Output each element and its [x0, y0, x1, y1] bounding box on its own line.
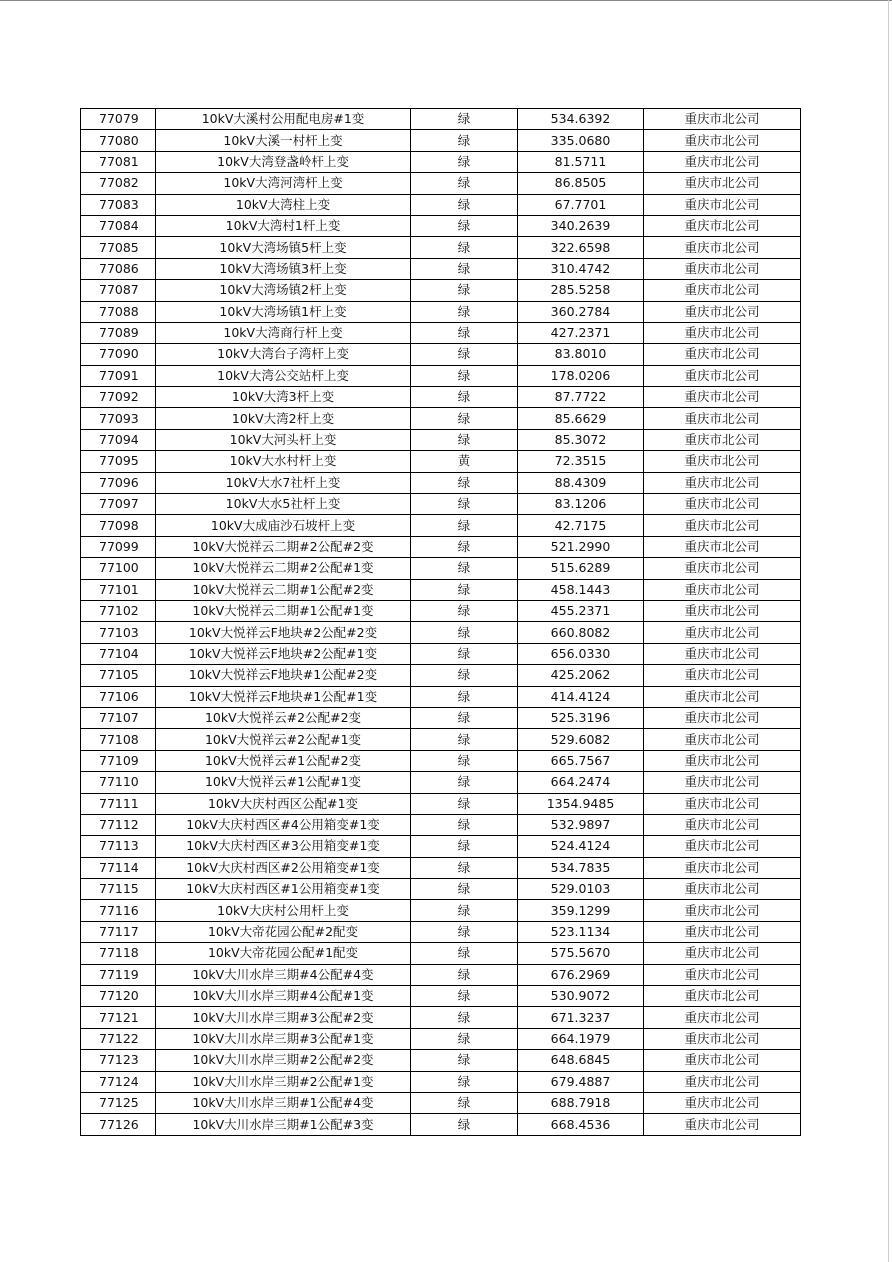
status-color-cell: 绿 [411, 986, 518, 1007]
company-cell: 重庆市北公司 [644, 964, 801, 985]
transformer-name-cell: 10kV大悦祥云二期#2公配#2变 [156, 536, 411, 557]
table-row [81, 130, 801, 151]
row-id-cell: 77082 [81, 173, 156, 194]
company-cell: 重庆市北公司 [644, 451, 801, 472]
value-cell: 335.0680 [518, 130, 644, 151]
row-id-cell: 77104 [81, 643, 156, 664]
row-id-cell: 77118 [81, 943, 156, 964]
value-cell: 524.4124 [518, 836, 644, 857]
row-id-cell: 77121 [81, 1007, 156, 1028]
value-cell: 360.2784 [518, 301, 644, 322]
value-cell: 178.0206 [518, 365, 644, 386]
row-id-cell: 77079 [81, 109, 156, 130]
value-cell: 427.2371 [518, 322, 644, 343]
row-id-cell: 77093 [81, 408, 156, 429]
company-cell: 重庆市北公司 [644, 879, 801, 900]
status-color-cell: 绿 [411, 793, 518, 814]
value-cell: 322.6598 [518, 237, 644, 258]
value-cell: 458.1443 [518, 579, 644, 600]
table-row [81, 750, 801, 771]
status-color-cell: 绿 [411, 879, 518, 900]
value-cell: 81.5711 [518, 151, 644, 172]
status-color-cell: 绿 [411, 1028, 518, 1049]
status-color-cell: 绿 [411, 408, 518, 429]
value-cell: 660.8082 [518, 622, 644, 643]
status-color-cell: 绿 [411, 1050, 518, 1071]
table-row [81, 900, 801, 921]
row-id-cell: 77123 [81, 1050, 156, 1071]
table-row [81, 793, 801, 814]
value-cell: 72.3515 [518, 451, 644, 472]
status-color-cell: 绿 [411, 429, 518, 450]
transformer-name-cell: 10kV大川水岸三期#1公配#3变 [156, 1114, 411, 1135]
company-cell: 重庆市北公司 [644, 1007, 801, 1028]
table-row [81, 472, 801, 493]
company-cell: 重庆市北公司 [644, 1071, 801, 1092]
company-cell: 重庆市北公司 [644, 836, 801, 857]
status-color-cell: 绿 [411, 387, 518, 408]
company-cell: 重庆市北公司 [644, 408, 801, 429]
value-cell: 529.6082 [518, 729, 644, 750]
value-cell: 83.8010 [518, 344, 644, 365]
table-row [81, 707, 801, 728]
row-id-cell: 77083 [81, 194, 156, 215]
table-row [81, 280, 801, 301]
transformer-name-cell: 10kV大川水岸三期#4公配#4变 [156, 964, 411, 985]
value-cell: 656.0330 [518, 643, 644, 664]
row-id-cell: 77084 [81, 215, 156, 236]
table-row [81, 772, 801, 793]
page-right-border [888, 0, 889, 1262]
value-cell: 521.2990 [518, 536, 644, 557]
transformer-name-cell: 10kV大河头杆上变 [156, 429, 411, 450]
status-color-cell: 绿 [411, 472, 518, 493]
row-id-cell: 77102 [81, 600, 156, 621]
row-id-cell: 77080 [81, 130, 156, 151]
transformer-name-cell: 10kV大庆村公用杆上变 [156, 900, 411, 921]
transformer-name-cell: 10kV大水7社杆上变 [156, 472, 411, 493]
row-id-cell: 77106 [81, 686, 156, 707]
company-cell: 重庆市北公司 [644, 622, 801, 643]
row-id-cell: 77096 [81, 472, 156, 493]
status-color-cell: 绿 [411, 665, 518, 686]
table-row [81, 173, 801, 194]
company-cell: 重庆市北公司 [644, 322, 801, 343]
status-color-cell: 绿 [411, 814, 518, 835]
transformer-name-cell: 10kV大湾场镇2杆上变 [156, 280, 411, 301]
status-color-cell: 绿 [411, 558, 518, 579]
table-row [81, 921, 801, 942]
row-id-cell: 77100 [81, 558, 156, 579]
transformer-name-cell: 10kV大悦祥云F地块#1公配#1变 [156, 686, 411, 707]
transformer-name-cell: 10kV大川水岸三期#2公配#1变 [156, 1071, 411, 1092]
company-cell: 重庆市北公司 [644, 943, 801, 964]
status-color-cell: 绿 [411, 1007, 518, 1028]
table-row [81, 365, 801, 386]
company-cell: 重庆市北公司 [644, 280, 801, 301]
table-row [81, 237, 801, 258]
status-color-cell: 绿 [411, 515, 518, 536]
company-cell: 重庆市北公司 [644, 558, 801, 579]
transformer-name-cell: 10kV大悦祥云二期#1公配#1变 [156, 600, 411, 621]
company-cell: 重庆市北公司 [644, 494, 801, 515]
value-cell: 83.1206 [518, 494, 644, 515]
value-cell: 414.4124 [518, 686, 644, 707]
transformer-name-cell: 10kV大悦祥云F地块#2公配#1变 [156, 643, 411, 664]
value-cell: 523.1134 [518, 921, 644, 942]
row-id-cell: 77120 [81, 986, 156, 1007]
company-cell: 重庆市北公司 [644, 921, 801, 942]
row-id-cell: 77126 [81, 1114, 156, 1135]
value-cell: 671.3237 [518, 1007, 644, 1028]
table-row [81, 579, 801, 600]
table-row [81, 857, 801, 878]
status-color-cell: 黄 [411, 451, 518, 472]
transformer-name-cell: 10kV大川水岸三期#3公配#2变 [156, 1007, 411, 1028]
company-cell: 重庆市北公司 [644, 600, 801, 621]
row-id-cell: 77119 [81, 964, 156, 985]
value-cell: 530.9072 [518, 986, 644, 1007]
row-id-cell: 77115 [81, 879, 156, 900]
table-row [81, 258, 801, 279]
row-id-cell: 77124 [81, 1071, 156, 1092]
status-color-cell: 绿 [411, 1071, 518, 1092]
status-color-cell: 绿 [411, 109, 518, 130]
transformer-name-cell: 10kV大悦祥云F地块#2公配#2变 [156, 622, 411, 643]
value-cell: 86.8505 [518, 173, 644, 194]
status-color-cell: 绿 [411, 173, 518, 194]
company-cell: 重庆市北公司 [644, 665, 801, 686]
status-color-cell: 绿 [411, 964, 518, 985]
row-id-cell: 77085 [81, 237, 156, 258]
table-row [81, 558, 801, 579]
transformer-name-cell: 10kV大湾场镇3杆上变 [156, 258, 411, 279]
company-cell: 重庆市北公司 [644, 986, 801, 1007]
transformer-name-cell: 10kV大庆村西区公配#1变 [156, 793, 411, 814]
value-cell: 532.9897 [518, 814, 644, 835]
table-row [81, 322, 801, 343]
transformer-name-cell: 10kV大川水岸三期#3公配#1变 [156, 1028, 411, 1049]
value-cell: 455.2371 [518, 600, 644, 621]
table-row [81, 408, 801, 429]
value-cell: 340.2639 [518, 215, 644, 236]
value-cell: 425.2062 [518, 665, 644, 686]
company-cell: 重庆市北公司 [644, 579, 801, 600]
table-row [81, 964, 801, 985]
transformer-name-cell: 10kV大川水岸三期#2公配#2变 [156, 1050, 411, 1071]
table-row [81, 665, 801, 686]
row-id-cell: 77107 [81, 707, 156, 728]
row-id-cell: 77098 [81, 515, 156, 536]
status-color-cell: 绿 [411, 686, 518, 707]
company-cell: 重庆市北公司 [644, 215, 801, 236]
table-row [81, 836, 801, 857]
row-id-cell: 77105 [81, 665, 156, 686]
value-cell: 1354.9485 [518, 793, 644, 814]
transformer-name-cell: 10kV大湾柱上变 [156, 194, 411, 215]
value-cell: 676.2969 [518, 964, 644, 985]
transformer-name-cell: 10kV大帝花园公配#1配变 [156, 943, 411, 964]
transformer-name-cell: 10kV大湾商行杆上变 [156, 322, 411, 343]
status-color-cell: 绿 [411, 643, 518, 664]
row-id-cell: 77086 [81, 258, 156, 279]
status-color-cell: 绿 [411, 622, 518, 643]
table-row [81, 194, 801, 215]
row-id-cell: 77111 [81, 793, 156, 814]
company-cell: 重庆市北公司 [644, 772, 801, 793]
transformer-name-cell: 10kV大湾场镇5杆上变 [156, 237, 411, 258]
table-row [81, 344, 801, 365]
value-cell: 575.5670 [518, 943, 644, 964]
status-color-cell: 绿 [411, 772, 518, 793]
row-id-cell: 77087 [81, 280, 156, 301]
value-cell: 285.5258 [518, 280, 644, 301]
transformer-name-cell: 10kV大庆村西区#2公用箱变#1变 [156, 857, 411, 878]
company-cell: 重庆市北公司 [644, 1114, 801, 1135]
row-id-cell: 77114 [81, 857, 156, 878]
table-row [81, 1114, 801, 1135]
transformer-name-cell: 10kV大帝花园公配#2配变 [156, 921, 411, 942]
status-color-cell: 绿 [411, 579, 518, 600]
status-color-cell: 绿 [411, 836, 518, 857]
transformer-name-cell: 10kV大悦祥云#1公配#1变 [156, 772, 411, 793]
row-id-cell: 77090 [81, 344, 156, 365]
status-color-cell: 绿 [411, 237, 518, 258]
value-cell: 359.1299 [518, 900, 644, 921]
status-color-cell: 绿 [411, 494, 518, 515]
company-cell: 重庆市北公司 [644, 1092, 801, 1113]
transformer-name-cell: 10kV大溪一村杆上变 [156, 130, 411, 151]
row-id-cell: 77112 [81, 814, 156, 835]
row-id-cell: 77089 [81, 322, 156, 343]
transformer-name-cell: 10kV大湾村1杆上变 [156, 215, 411, 236]
value-cell: 679.4887 [518, 1071, 644, 1092]
company-cell: 重庆市北公司 [644, 814, 801, 835]
value-cell: 534.6392 [518, 109, 644, 130]
table-row [81, 729, 801, 750]
table-row [81, 686, 801, 707]
status-color-cell: 绿 [411, 857, 518, 878]
table-row [81, 622, 801, 643]
company-cell: 重庆市北公司 [644, 194, 801, 215]
transformer-name-cell: 10kV大悦祥云F地块#1公配#2变 [156, 665, 411, 686]
status-color-cell: 绿 [411, 194, 518, 215]
status-color-cell: 绿 [411, 258, 518, 279]
transformer-name-cell: 10kV大悦祥云#1公配#2变 [156, 750, 411, 771]
table-row [81, 1028, 801, 1049]
status-color-cell: 绿 [411, 943, 518, 964]
table-row [81, 943, 801, 964]
table-row [81, 387, 801, 408]
company-cell: 重庆市北公司 [644, 365, 801, 386]
table-row [81, 215, 801, 236]
status-color-cell: 绿 [411, 1092, 518, 1113]
status-color-cell: 绿 [411, 600, 518, 621]
row-id-cell: 77101 [81, 579, 156, 600]
transformer-name-cell: 10kV大成庙沙石坡杆上变 [156, 515, 411, 536]
value-cell: 88.4309 [518, 472, 644, 493]
row-id-cell: 77092 [81, 387, 156, 408]
company-cell: 重庆市北公司 [644, 109, 801, 130]
company-cell: 重庆市北公司 [644, 1028, 801, 1049]
value-cell: 515.6289 [518, 558, 644, 579]
transformer-name-cell: 10kV大湾登盏岭杆上变 [156, 151, 411, 172]
value-cell: 668.4536 [518, 1114, 644, 1135]
row-id-cell: 77095 [81, 451, 156, 472]
table-row [81, 1050, 801, 1071]
transformer-name-cell: 10kV大湾台子湾杆上变 [156, 344, 411, 365]
status-color-cell: 绿 [411, 130, 518, 151]
company-cell: 重庆市北公司 [644, 536, 801, 557]
transformer-name-cell: 10kV大水村杆上变 [156, 451, 411, 472]
table-row [81, 986, 801, 1007]
value-cell: 688.7918 [518, 1092, 644, 1113]
company-cell: 重庆市北公司 [644, 857, 801, 878]
transformer-name-cell: 10kV大湾场镇1杆上变 [156, 301, 411, 322]
company-cell: 重庆市北公司 [644, 429, 801, 450]
value-cell: 664.2474 [518, 772, 644, 793]
company-cell: 重庆市北公司 [644, 900, 801, 921]
status-color-cell: 绿 [411, 301, 518, 322]
status-color-cell: 绿 [411, 750, 518, 771]
value-cell: 42.7175 [518, 515, 644, 536]
company-cell: 重庆市北公司 [644, 258, 801, 279]
company-cell: 重庆市北公司 [644, 472, 801, 493]
value-cell: 525.3196 [518, 707, 644, 728]
row-id-cell: 77110 [81, 772, 156, 793]
page-top-border [0, 0, 892, 1]
table-row [81, 643, 801, 664]
table-row [81, 109, 801, 130]
transformer-name-cell: 10kV大溪村公用配电房#1变 [156, 109, 411, 130]
table-row [81, 1071, 801, 1092]
status-color-cell: 绿 [411, 729, 518, 750]
table-body [81, 109, 801, 1136]
row-id-cell: 77109 [81, 750, 156, 771]
row-id-cell: 77094 [81, 429, 156, 450]
value-cell: 85.3072 [518, 429, 644, 450]
transformer-name-cell: 10kV大川水岸三期#4公配#1变 [156, 986, 411, 1007]
transformer-name-cell: 10kV大庆村西区#1公用箱变#1变 [156, 879, 411, 900]
company-cell: 重庆市北公司 [644, 515, 801, 536]
status-color-cell: 绿 [411, 365, 518, 386]
status-color-cell: 绿 [411, 322, 518, 343]
status-color-cell: 绿 [411, 921, 518, 942]
table-row [81, 600, 801, 621]
row-id-cell: 77091 [81, 365, 156, 386]
company-cell: 重庆市北公司 [644, 1050, 801, 1071]
transformer-table [80, 108, 801, 1136]
value-cell: 85.6629 [518, 408, 644, 429]
transformer-name-cell: 10kV大湾3杆上变 [156, 387, 411, 408]
transformer-name-cell: 10kV大悦祥云#2公配#2变 [156, 707, 411, 728]
transformer-name-cell: 10kV大湾河湾杆上变 [156, 173, 411, 194]
status-color-cell: 绿 [411, 900, 518, 921]
table-row [81, 494, 801, 515]
table-row [81, 814, 801, 835]
row-id-cell: 77097 [81, 494, 156, 515]
row-id-cell: 77081 [81, 151, 156, 172]
value-cell: 664.1979 [518, 1028, 644, 1049]
table-row [81, 301, 801, 322]
table-row [81, 429, 801, 450]
row-id-cell: 77088 [81, 301, 156, 322]
company-cell: 重庆市北公司 [644, 707, 801, 728]
row-id-cell: 77099 [81, 536, 156, 557]
company-cell: 重庆市北公司 [644, 173, 801, 194]
row-id-cell: 77103 [81, 622, 156, 643]
company-cell: 重庆市北公司 [644, 237, 801, 258]
transformer-name-cell: 10kV大水5社杆上变 [156, 494, 411, 515]
table-row [81, 1007, 801, 1028]
transformer-name-cell: 10kV大庆村西区#4公用箱变#1变 [156, 814, 411, 835]
company-cell: 重庆市北公司 [644, 643, 801, 664]
transformer-name-cell: 10kV大悦祥云二期#2公配#1变 [156, 558, 411, 579]
value-cell: 310.4742 [518, 258, 644, 279]
company-cell: 重庆市北公司 [644, 130, 801, 151]
transformer-name-cell: 10kV大庆村西区#3公用箱变#1变 [156, 836, 411, 857]
row-id-cell: 77125 [81, 1092, 156, 1113]
company-cell: 重庆市北公司 [644, 793, 801, 814]
table-row [81, 451, 801, 472]
company-cell: 重庆市北公司 [644, 387, 801, 408]
transformer-name-cell: 10kV大湾公交站杆上变 [156, 365, 411, 386]
company-cell: 重庆市北公司 [644, 344, 801, 365]
company-cell: 重庆市北公司 [644, 301, 801, 322]
row-id-cell: 77117 [81, 921, 156, 942]
company-cell: 重庆市北公司 [644, 151, 801, 172]
transformer-name-cell: 10kV大川水岸三期#1公配#4变 [156, 1092, 411, 1113]
table-row [81, 879, 801, 900]
status-color-cell: 绿 [411, 344, 518, 365]
status-color-cell: 绿 [411, 707, 518, 728]
table-row [81, 515, 801, 536]
row-id-cell: 77113 [81, 836, 156, 857]
table-row [81, 151, 801, 172]
value-cell: 529.0103 [518, 879, 644, 900]
company-cell: 重庆市北公司 [644, 750, 801, 771]
table-row [81, 536, 801, 557]
row-id-cell: 77122 [81, 1028, 156, 1049]
table-row [81, 1092, 801, 1113]
transformer-name-cell: 10kV大湾2杆上变 [156, 408, 411, 429]
status-color-cell: 绿 [411, 280, 518, 301]
row-id-cell: 77108 [81, 729, 156, 750]
value-cell: 534.7835 [518, 857, 644, 878]
status-color-cell: 绿 [411, 1114, 518, 1135]
company-cell: 重庆市北公司 [644, 729, 801, 750]
value-cell: 665.7567 [518, 750, 644, 771]
row-id-cell: 77116 [81, 900, 156, 921]
status-color-cell: 绿 [411, 215, 518, 236]
transformer-name-cell: 10kV大悦祥云二期#1公配#2变 [156, 579, 411, 600]
value-cell: 87.7722 [518, 387, 644, 408]
status-color-cell: 绿 [411, 151, 518, 172]
company-cell: 重庆市北公司 [644, 686, 801, 707]
value-cell: 67.7701 [518, 194, 644, 215]
transformer-name-cell: 10kV大悦祥云#2公配#1变 [156, 729, 411, 750]
status-color-cell: 绿 [411, 536, 518, 557]
value-cell: 648.6845 [518, 1050, 644, 1071]
